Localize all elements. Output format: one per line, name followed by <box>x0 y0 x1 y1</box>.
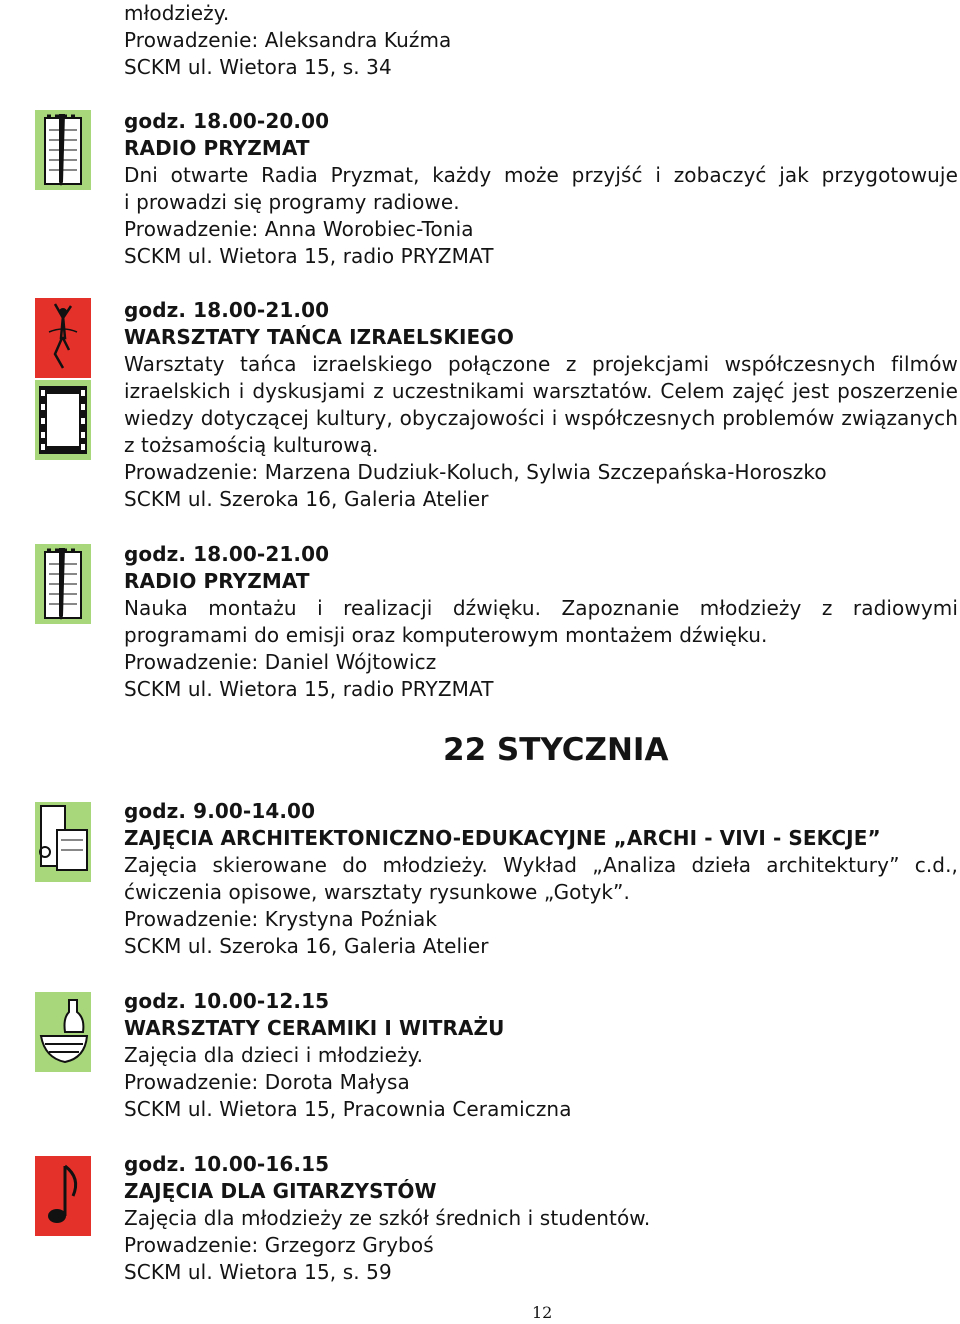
event-lead: Prowadzenie: Marzena Dudziuk-Koluch, Sylwia Szczepańska-Horoszko <box>124 460 827 484</box>
event-time: godz. 18.00-21.00 <box>124 298 330 322</box>
intro-text: młodzieży. <box>124 1 230 25</box>
event-title: RADIO PRYZMAT <box>124 136 310 160</box>
event-lead: Prowadzenie: Dorota Małysa <box>124 1070 410 1094</box>
event-description: Warsztaty tańca izraelskiego połączone z projekcjami współczesnych filmów <box>124 352 958 376</box>
event-lead: Prowadzenie: Anna Worobiec-Tonia <box>124 217 474 241</box>
event-time: godz. 18.00-20.00 <box>124 109 330 133</box>
event-title: ZAJĘCIA ARCHITEKTONICZNO-EDUKACYJNE „ARCHI - VIVI - SEKCJE” <box>124 826 881 850</box>
event-time: godz. 10.00-16.15 <box>124 1152 330 1176</box>
event-description: ćwiczenia opisowe, warsztaty rysunkowe „Gotyk”. <box>124 880 630 904</box>
event-title: WARSZTATY TAŃCA IZRAELSKIEGO <box>124 325 514 349</box>
event-time: godz. 10.00-12.15 <box>124 989 330 1013</box>
ceramics-icon <box>35 992 91 1072</box>
event-title: ZAJĘCIA DLA GITARZYSTÓW <box>124 1179 437 1203</box>
event-description: Nauka montażu i realizacji dźwięku. Zapoznanie młodzieży z radiowymi <box>124 596 958 620</box>
event-description: wiedzy dotyczącej kultury, obyczajowości i współczesnych problemów związanych <box>124 406 958 430</box>
page-number: 12 <box>532 1303 553 1322</box>
intro-lead: Prowadzenie: Aleksandra Kuźma <box>124 28 452 52</box>
event-lead: Prowadzenie: Grzegorz Gryboś <box>124 1233 434 1257</box>
architecture-papers-icon <box>35 802 91 882</box>
event-lead: Prowadzenie: Daniel Wójtowicz <box>124 650 437 674</box>
film-frame-icon <box>35 380 91 460</box>
event-description: Dni otwarte Radia Pryzmat, każdy może przyjść i zobaczyć jak przygotowuje <box>124 163 958 187</box>
dancer-icon <box>35 298 91 378</box>
event-description: i prowadzi się programy radiowe. <box>124 190 460 214</box>
event-place: SCKM ul. Wietora 15, s. 59 <box>124 1260 392 1284</box>
intro-place: SCKM ul. Wietora 15, s. 34 <box>124 55 392 79</box>
music-note-icon <box>35 1156 91 1236</box>
event-description: Zajęcia dla dzieci i młodzieży. <box>124 1043 424 1067</box>
event-title: RADIO PRYZMAT <box>124 569 310 593</box>
event-place: SCKM ul. Wietora 15, radio PRYZMAT <box>124 244 494 268</box>
event-description: programami do emisji oraz komputerowym montażem dźwięku. <box>124 623 768 647</box>
event-place: SCKM ul. Szeroka 16, Galeria Atelier <box>124 934 489 958</box>
event-place: SCKM ul. Wietora 15, Pracownia Ceramiczna <box>124 1097 572 1121</box>
day-heading: 22 STYCZNIA <box>443 732 669 768</box>
notepad-pen-icon <box>35 544 91 624</box>
event-place: SCKM ul. Wietora 15, radio PRYZMAT <box>124 677 494 701</box>
event-description: izraelskich i dyskusjami z uczestnikami warsztatów. Celem zajęć jest poszerzenie <box>124 379 958 403</box>
event-lead: Prowadzenie: Krystyna Poźniak <box>124 907 438 931</box>
event-description: Zajęcia dla młodzieży ze szkół średnich i studentów. <box>124 1206 651 1230</box>
event-description: z tożsamością kulturową. <box>124 433 379 457</box>
event-time: godz. 18.00-21.00 <box>124 542 330 566</box>
event-description: Zajęcia skierowane do młodzieży. Wykład „Analiza dzieła architektury” c.d., <box>124 853 958 877</box>
event-place: SCKM ul. Szeroka 16, Galeria Atelier <box>124 487 489 511</box>
notepad-pen-icon <box>35 110 91 190</box>
event-time: godz. 9.00-14.00 <box>124 799 316 823</box>
event-title: WARSZTATY CERAMIKI I WITRAŻU <box>124 1016 505 1040</box>
